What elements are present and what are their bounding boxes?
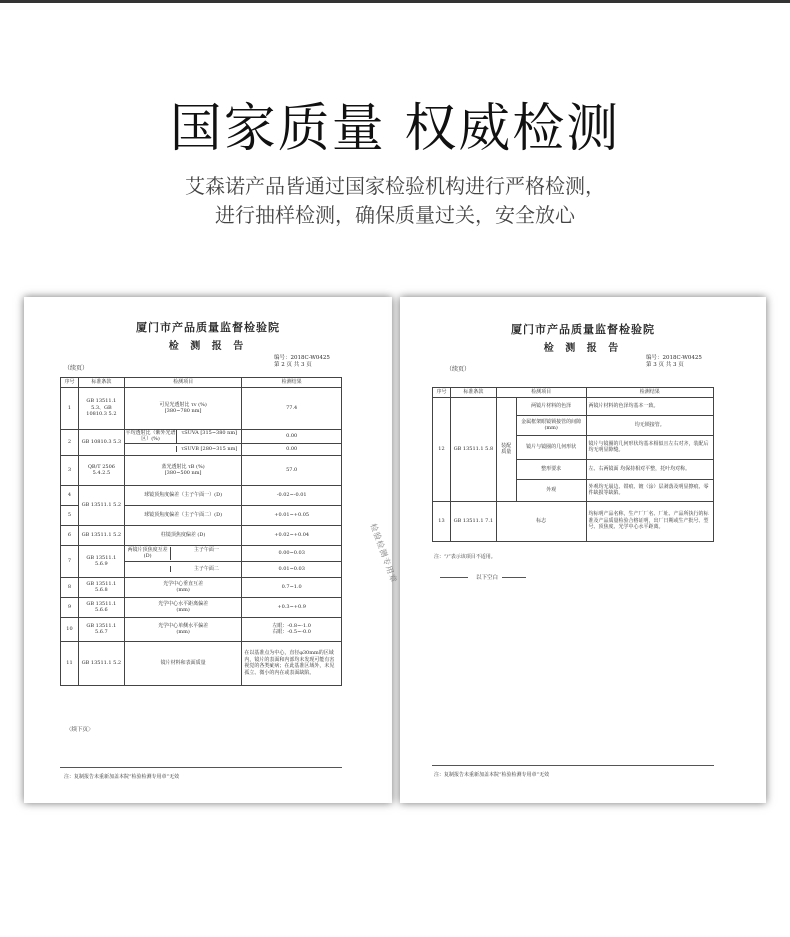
row-no: 2 (61, 429, 79, 455)
row-standard: GB 13511.1 5.6.7 (78, 617, 124, 641)
row-result: 左眼：-0.8~-1.0 右眼：-0.5~-0.0 (242, 617, 342, 641)
row-result: 57.0 (242, 455, 342, 485)
row-item: 球镜顶焦度偏差（主子午面二）(D) (124, 505, 242, 525)
continue-next-page: 〈续下页〉 (66, 727, 94, 733)
row-standard: GB 13511.1 5.6.9 (78, 545, 124, 577)
footnote: 注：复制报告未重新加盖本院“检验检测专用章”无效 (64, 774, 180, 780)
report-page-3 (400, 297, 766, 803)
col-header-no: 序号 (433, 388, 451, 398)
row-no: 11 (61, 641, 79, 685)
row-standard: GB 13511.1 7.1 (450, 501, 496, 541)
row-item (124, 545, 242, 561)
results-table (432, 387, 714, 542)
report-number-text: 编号：2018C-W0425 (646, 355, 702, 361)
report-number (274, 355, 330, 369)
row-no: 5 (61, 505, 79, 525)
official-stamp: 检验检测专用章 (368, 522, 399, 585)
row-no: 8 (61, 577, 79, 597)
row-item: 蓝光透射比 τB (%) [380~500 nm] (124, 455, 242, 485)
report-title: 检 测 报 告 (168, 341, 248, 352)
row-no: 7 (61, 545, 79, 577)
table-header-row (61, 378, 342, 388)
row-item: 标志 (496, 501, 586, 541)
row-item: 两镜片材料的色泽 (516, 397, 586, 415)
table-row (433, 501, 714, 541)
row-result: 镜片与镜圈的几何形状均基本相似且左右对齐，装配后均无明显隙缝。 (586, 435, 713, 459)
row-no: 3 (61, 455, 79, 485)
table-row (61, 577, 342, 597)
page-headline: 国家质量 权威检测 (169, 99, 621, 159)
row-standard: GB 13511.1 5.2 (78, 641, 124, 685)
row-item: 柱镜顶焦度偏差 (D) (124, 525, 242, 545)
table-row (61, 429, 342, 443)
page-indicator: 第 3 页 共 3 页 (646, 362, 684, 368)
page-indicator: 第 2 页 共 3 页 (274, 362, 312, 368)
col-header-result: 检测结果 (242, 378, 342, 388)
col-header-item: 检测项目 (496, 388, 586, 398)
row-result: 两镜片材料的色泽均基本一致。 (586, 397, 713, 415)
row-result: 0.00~0.03 (242, 545, 342, 561)
table-row (61, 387, 342, 429)
row-item-sub: τSUVA [315~380 nm] (181, 429, 238, 436)
blank-line-right (502, 577, 526, 578)
row-item: 整形要求 (516, 459, 586, 479)
row-item-main: 平均透射比（紫外光谱区）(%) (125, 429, 176, 442)
row-standard: QB/T 2506 5.4.2.5 (78, 455, 124, 485)
table-row (61, 525, 342, 545)
col-header-result: 检测结果 (586, 388, 713, 398)
row-item: 外观 (516, 479, 586, 501)
row-group: 装配质量 (496, 397, 516, 501)
row-result: -0.02~-0.01 (242, 485, 342, 505)
row-no: 4 (61, 485, 79, 505)
row-no: 10 (61, 617, 79, 641)
continued-label: （续页） (446, 366, 471, 373)
continued-label: （续页） (64, 365, 89, 372)
row-item (124, 429, 242, 443)
institution-name: 厦门市产品质量监督检验院 (136, 321, 280, 334)
top-divider (0, 0, 790, 3)
table-row (61, 455, 342, 485)
row-standard: GB 13511.1 5.3、GB 10810.3 5.2 (78, 387, 124, 429)
row-result: 在以基准点为中心，直径φ30mm的区域内，镜片的表面和内部均未发现可能有害视觉的各类疵病；在此基准区域外，未见孤立、微小的内在或表面缺陷。 (242, 641, 342, 685)
report-number-text: 编号：2018C-W0425 (274, 355, 330, 361)
table-note: 注：“/”表示该项目不适用。 (434, 554, 496, 560)
row-item (124, 561, 242, 577)
row-no: 12 (433, 397, 451, 501)
results-table (60, 377, 342, 686)
row-no: 9 (61, 597, 79, 617)
row-result: 0.00 (242, 443, 342, 455)
row-result: 均无锁接管。 (586, 415, 713, 435)
row-item: 金属框架眼镜锁接管的间隙(mm) (516, 415, 586, 435)
row-item: 光学中心垂直互差 (mm) (124, 577, 242, 597)
row-item: 镜片与镜圈的几何形状 (516, 435, 586, 459)
row-result: 左、右两镜面 均保持相对平整，托叶均对称。 (586, 459, 713, 479)
row-result: 0.00 (242, 429, 342, 443)
subtitle-line-2: 进行抽样检测，确保质量过关，安全放心 (215, 203, 575, 227)
footnote: 注：复制报告未重新加盖本院“检验检测专用章”无效 (434, 772, 550, 778)
table-row (61, 597, 342, 617)
institution-name: 厦门市产品质量监督检验院 (511, 323, 655, 336)
row-item: 镜片材料和表面质量 (124, 641, 242, 685)
report-number (646, 355, 702, 369)
report-page-2 (24, 297, 392, 803)
col-header-item: 检测项目 (124, 378, 242, 388)
row-result: 77.4 (242, 387, 342, 429)
row-item-sub: τSUVB [280~315 nm] (181, 445, 238, 452)
row-item: 可见光透射比 τv (%) [380~780 nm] (124, 387, 242, 429)
row-standard: GB 10810.3 5.3 (78, 429, 124, 455)
row-no: 13 (433, 501, 451, 541)
row-result: +0.01~+0.05 (242, 505, 342, 525)
col-header-standard: 标准条款 (78, 378, 124, 388)
col-header-standard: 标准条款 (450, 388, 496, 398)
row-result: 均标明产品名称，生产厂厂名、厂址、产品所执行的标准及产品质量检验合格证明，出厂日期或生产批号、型号、顶焦度、光学中心水平距离。 (586, 501, 713, 541)
row-result: 0.7~1.0 (242, 577, 342, 597)
row-standard: GB 13511.1 5.6.6 (78, 597, 124, 617)
table-row (433, 397, 714, 415)
row-standard: GB 13511.1 5.8 (450, 397, 496, 501)
table-row (61, 617, 342, 641)
row-item-sub: 主子午面二 (193, 565, 219, 572)
row-item (124, 443, 242, 455)
row-result: 0.01~0.03 (242, 561, 342, 577)
row-item: 光学中心水平距离偏差 (mm) (124, 597, 242, 617)
blank-marker: 以下空白 (476, 575, 499, 581)
row-no: 6 (61, 525, 79, 545)
row-result: +0.3~+0.9 (242, 597, 342, 617)
table-row (61, 545, 342, 561)
row-item-main: 两镜片顶焦度互差 (D) (125, 547, 172, 560)
table-row (61, 641, 342, 685)
row-standard: GB 13511.1 5.6.8 (78, 577, 124, 597)
row-no: 1 (61, 387, 79, 429)
row-standard: GB 13511.1 5.2 (78, 525, 124, 545)
blank-line-left (440, 577, 468, 578)
table-header-row (433, 388, 714, 398)
row-item: 球镜顶焦度偏差（主子午面一）(D) (124, 485, 242, 505)
row-item-sub: 主子午面一 (193, 546, 219, 553)
row-item: 光学中心单侧水平偏差 (mm) (124, 617, 242, 641)
footer-divider (60, 767, 342, 768)
table-row (61, 485, 342, 505)
row-result: +0.02~+0.04 (242, 525, 342, 545)
row-result: 外观均无崩边、钳痕、镀（涂）层剥落及明显擦痕、零件缺损等缺陷。 (586, 479, 713, 501)
col-header-no: 序号 (61, 378, 79, 388)
row-standard: GB 13511.1 5.2 (78, 485, 124, 525)
footer-divider (432, 765, 714, 766)
report-title: 检 测 报 告 (543, 343, 623, 354)
subtitle-line-1: 艾森诺产品皆通过国家检验机构进行严格检测， (185, 174, 605, 198)
